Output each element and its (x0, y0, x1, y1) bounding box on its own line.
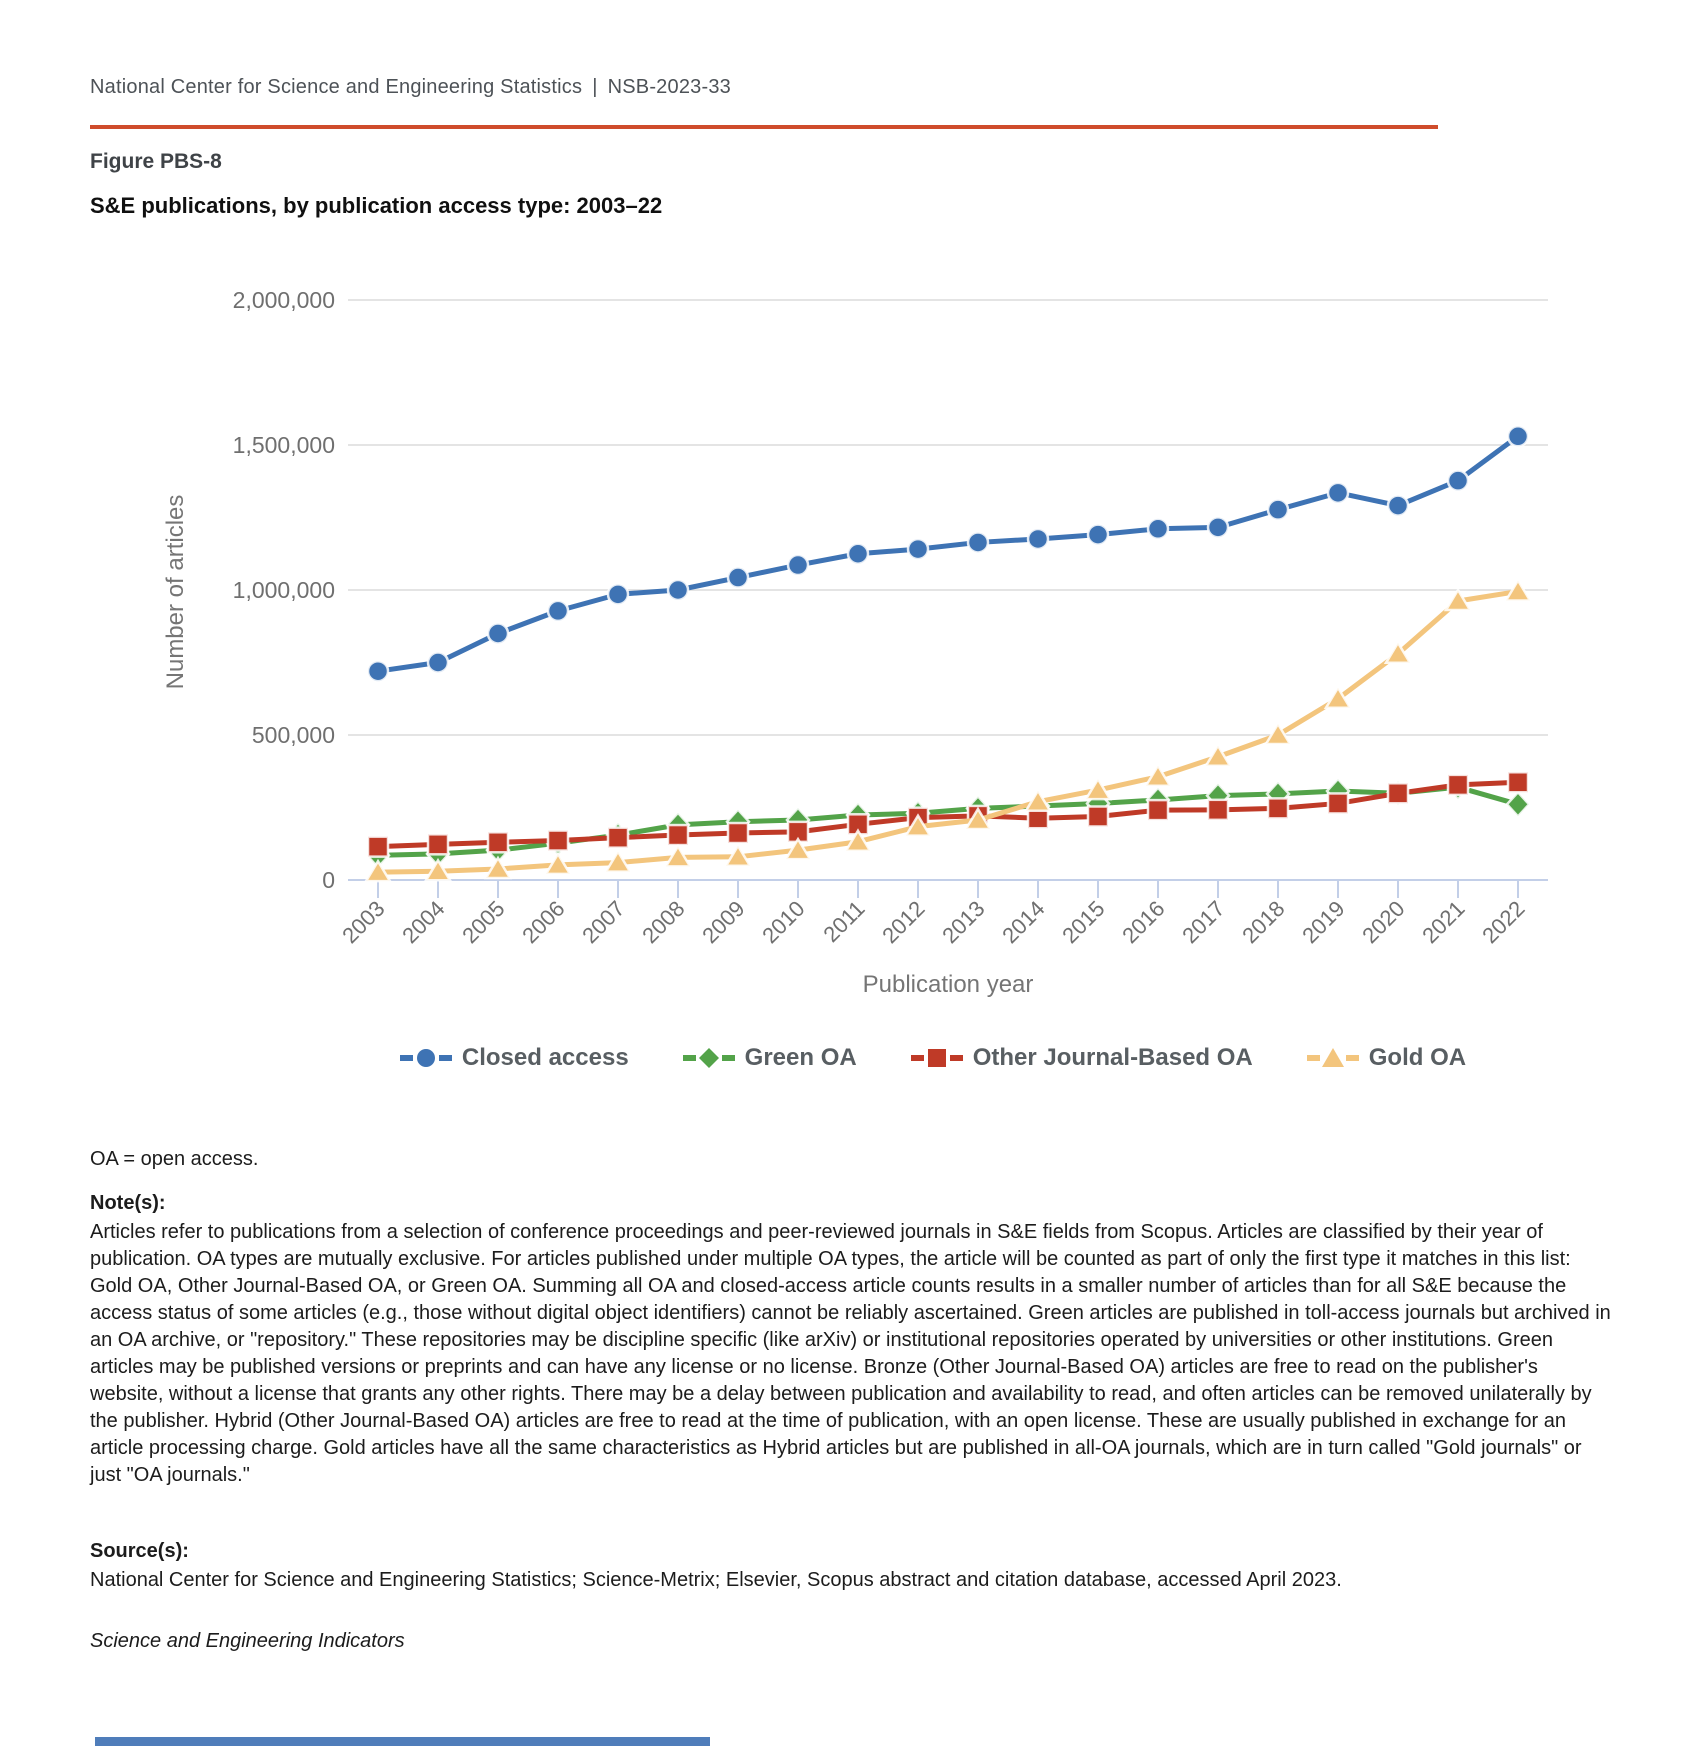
y-axis-tick-labels (233, 287, 335, 893)
data-point[interactable] (1448, 471, 1468, 491)
legend-item-gold-oa[interactable] (1307, 1044, 1466, 1072)
y-tick-label: 1,000,000 (232, 577, 335, 603)
series-closed-access (368, 426, 1528, 681)
y-axis-title: Number of articles (162, 494, 189, 690)
x-axis-title: Publication year (862, 971, 1034, 998)
y-tick-label: 500,000 (251, 722, 335, 748)
x-tick-label: 2015 (1057, 895, 1110, 949)
data-point[interactable] (1208, 517, 1228, 537)
data-point[interactable] (1388, 496, 1408, 516)
data-point[interactable] (1268, 798, 1288, 818)
data-point[interactable] (1148, 519, 1168, 539)
x-tick-label: 2019 (1297, 895, 1350, 949)
legend-label: Closed access (461, 1044, 629, 1071)
x-tick-label: 2012 (877, 895, 930, 949)
diamond-icon (699, 1048, 719, 1068)
data-point[interactable] (428, 834, 448, 854)
data-point[interactable] (368, 837, 388, 857)
x-tick-label: 2004 (397, 895, 450, 949)
circle-legend-marker-icon (400, 1046, 452, 1070)
report-id: NSB-2023-33 (607, 76, 731, 98)
chart-legend (318, 1036, 1548, 1080)
diamond-legend-marker-icon (683, 1046, 735, 1070)
data-point[interactable] (728, 823, 748, 843)
triangle-legend-marker-icon (1307, 1046, 1359, 1070)
x-tick-label: 2013 (937, 895, 990, 949)
x-tick-label: 2003 (337, 895, 390, 949)
x-tick-label: 2005 (457, 895, 510, 949)
x-tick-label: 2009 (697, 895, 750, 949)
header-separator: | (592, 76, 598, 98)
data-point[interactable] (368, 661, 388, 681)
x-tick-label: 2006 (517, 895, 570, 949)
figure-title: S&E publications, by publication access type: 2003–22 (90, 193, 663, 218)
publication-name: Science and Engineering Indicators (90, 1630, 405, 1652)
data-point[interactable] (488, 832, 508, 852)
legend-label: Other Journal-Based OA (972, 1044, 1253, 1071)
data-point[interactable] (1388, 783, 1408, 803)
data-point[interactable] (908, 539, 928, 559)
notes-label: Note(s): (90, 1192, 166, 1214)
x-tick-label: 2021 (1417, 895, 1470, 949)
abbreviation-note: OA = open access. (90, 1148, 259, 1170)
data-point[interactable] (1448, 775, 1468, 795)
legend-item-closed-access[interactable] (400, 1044, 629, 1072)
legend-item-other-journal-based-oa[interactable] (911, 1044, 1253, 1072)
x-tick-label: 2020 (1357, 895, 1410, 949)
notes-text: Articles refer to publications from a selection of conference proceedings and peer-reviewed journals in S&E fields from Scopus. Articles are classified by their year of publication. OA types are mutually exclusive. For articles published under multiple OA types, the article will be counted as part of only the first type it matches in this list: Gold OA, Other Journal-Based OA, or Green OA. Summing all OA and closed-access article counts results in a smaller number of articles than for all S&E because the access status of some articles (e.g., those without digital object identifiers) cannot be reliably ascertained. Green articles are published in toll-access journals but archived in an OA archive, or "repository." These repositories may be discipline specific (like arXiv) or institutional repositories operated by universities or other institutions. Green articles may be published versions or preprints and can have any license or no license. Bronze (Other Journal-Based OA) articles are free to read on the publisher's website, without a license that grants any other rights. There may be a delay between publication and availability to read, and often articles can be removed unilaterally by the publisher. Hybrid (Other Journal-Based OA) articles are free to read at the time of publication, with an open license. These are usually published in exchange for an article processing charge. Gold articles have all the same characteristics as Hybrid articles but are published in all-OA journals, which are in turn called "Gold journals" or just "OA journals." (90, 1221, 1611, 1486)
square-icon (928, 1049, 946, 1067)
x-tick-label: 2011 (818, 895, 870, 947)
data-point[interactable] (1028, 529, 1048, 549)
sources-text: National Center for Science and Engineering Statistics; Science-Metrix; Elsevier, Scopus abstract and citation database, accessed April 2023. (90, 1569, 1342, 1591)
legend-item-green-oa[interactable] (683, 1044, 857, 1072)
data-point[interactable] (1088, 806, 1108, 826)
data-point[interactable] (848, 544, 868, 564)
data-point[interactable] (1507, 792, 1529, 816)
data-point[interactable] (608, 828, 628, 848)
data-point[interactable] (968, 532, 988, 552)
data-point[interactable] (788, 555, 808, 575)
y-tick-label: 2,000,000 (232, 287, 335, 313)
data-point[interactable] (1328, 793, 1348, 813)
header-rule (90, 125, 1438, 129)
x-tick-label: 2016 (1117, 895, 1170, 949)
square-legend-marker-icon (911, 1046, 963, 1070)
triangle-icon (1322, 1048, 1344, 1067)
data-point[interactable] (548, 601, 568, 621)
x-tick-label: 2014 (997, 895, 1050, 949)
data-point[interactable] (1208, 800, 1228, 820)
report-header (90, 76, 731, 99)
data-point[interactable] (668, 580, 688, 600)
data-point[interactable] (1328, 483, 1348, 503)
data-point[interactable] (428, 653, 448, 673)
x-tick-label: 2017 (1177, 895, 1230, 949)
org-name: National Center for Science and Engineering Statistics (90, 76, 583, 98)
legend-label: Green OA (744, 1044, 857, 1071)
circle-icon (417, 1049, 435, 1067)
x-tick-label: 2022 (1477, 895, 1530, 949)
data-point[interactable] (1268, 500, 1288, 520)
data-point[interactable] (728, 568, 748, 588)
y-tick-label: 1,500,000 (232, 432, 335, 458)
x-axis-ticks (337, 880, 1529, 948)
sources-label: Source(s): (90, 1540, 189, 1562)
data-point[interactable] (668, 825, 688, 845)
footer-accent-bar (95, 1737, 710, 1746)
series-gold-oa (366, 580, 1530, 881)
data-point[interactable] (548, 831, 568, 851)
figure-label: Figure PBS-8 (90, 150, 222, 173)
data-point[interactable] (1508, 426, 1528, 446)
series-line-closed-access (378, 436, 1518, 671)
data-point[interactable] (1148, 800, 1168, 820)
x-tick-label: 2010 (757, 895, 810, 949)
data-point[interactable] (488, 624, 508, 644)
data-point[interactable] (608, 584, 628, 604)
x-tick-label: 2018 (1237, 895, 1290, 949)
x-tick-label: 2007 (577, 895, 630, 949)
data-point[interactable] (1508, 772, 1528, 792)
y-tick-label: 0 (322, 867, 335, 893)
x-tick-label: 2008 (637, 895, 690, 949)
line-chart (0, 240, 1699, 1020)
data-point[interactable] (1088, 525, 1108, 545)
legend-label: Gold OA (1368, 1044, 1467, 1071)
